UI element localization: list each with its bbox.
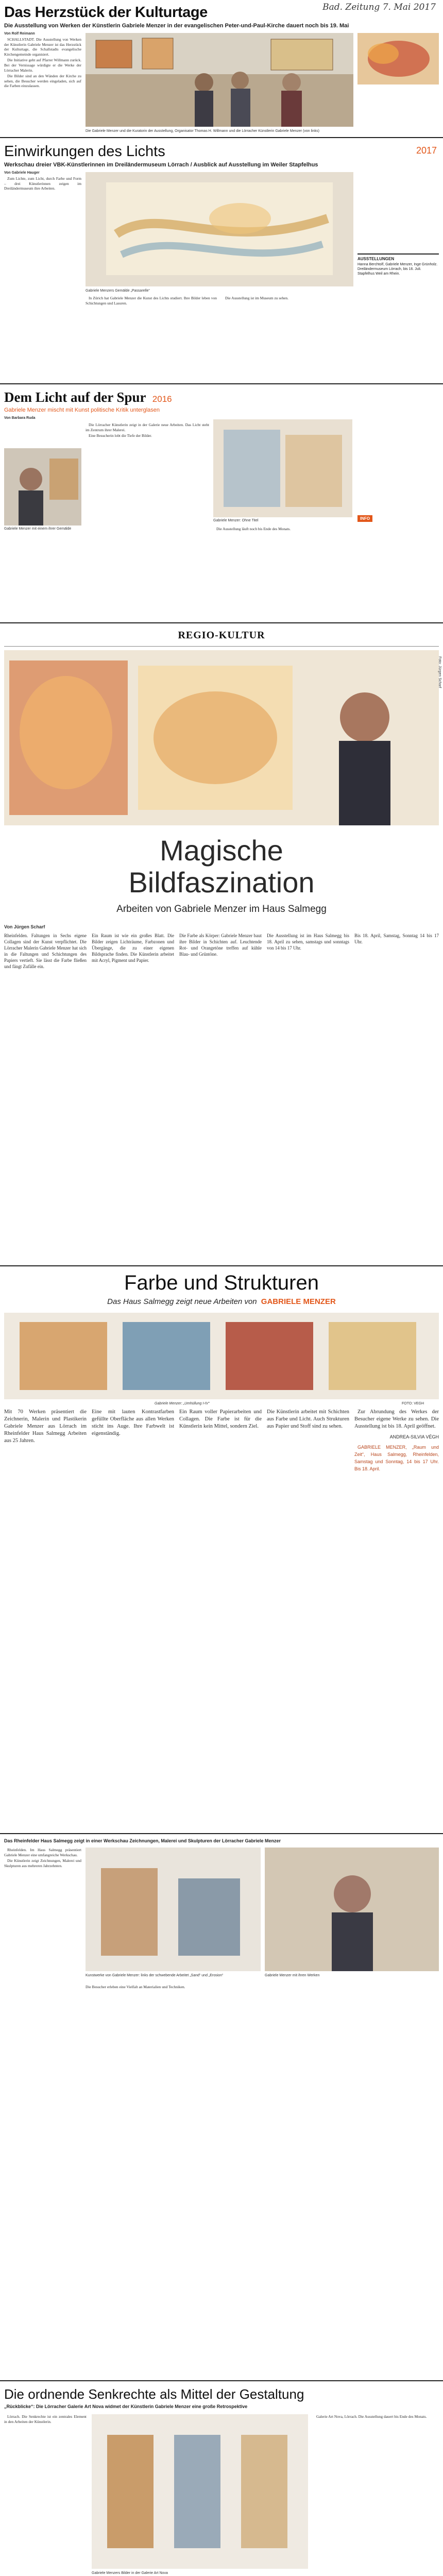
info-badge: INFO bbox=[357, 515, 372, 522]
article-text-column bbox=[313, 2414, 439, 2576]
paragraph: SCHALLSTADT. Die Ausstellung von Werken der Künstlerin Gabriele Menzer ist das Herzstück der Kulturtage, die Schallstadts evangelische Kirchengemeinde organisiert. bbox=[4, 37, 81, 57]
article-title bbox=[4, 389, 172, 405]
sculptures-photo bbox=[86, 1848, 261, 1971]
handwritten-date-note: Bad. Zeitung 7. Mai 2017 bbox=[322, 2, 436, 12]
paragraph: Zum Lichte, zum Licht, durch Farbe und Form – drei Künstlerinnen zeigen im Dreiländermuseum ihre Arbeiten. bbox=[4, 176, 81, 191]
article-author: ANDREA-SILVIA VÉGH bbox=[389, 1434, 439, 1439]
article-text-column bbox=[4, 37, 81, 135]
artworks-photo bbox=[86, 1848, 261, 1971]
exhibition-photo bbox=[86, 33, 353, 127]
article-text-column: Ein Raum ist wie ein großes Blatt. Die Bilder zeigen Lichträume, Farbzonen und Übergänge, die zu einer eigenen Bildsprache finden. Die Künstlerin arbeitet mit Acryl, Pigment und Papier. bbox=[92, 933, 174, 963]
paragraph: Die Initiative geht auf Pfarrer Willmann zurück. Bei der Vernissage würdigte er die Werke der Lörracher Malerin. bbox=[4, 58, 81, 73]
paragraph: Rheinfelden. Im Haus Salmegg präsentiert Gabriele Menzer eine umfangreiche Werkschau. bbox=[4, 1848, 81, 1857]
article-text-column bbox=[354, 1409, 439, 1831]
article-byline: Von Barbara Ruda bbox=[4, 416, 36, 420]
artist-with-paintings-photo bbox=[4, 650, 439, 825]
article-text-column bbox=[4, 2414, 87, 2576]
passarelle-painting bbox=[86, 172, 353, 286]
artist-portrait bbox=[265, 1848, 439, 1971]
article-subtitle bbox=[0, 1297, 443, 1306]
section-kicker: REGIO-KULTUR bbox=[178, 630, 265, 641]
photo-caption: Gabriele Menzer: „Umhüllung I-IV“ bbox=[155, 1402, 210, 1405]
exhibition-infobox bbox=[357, 253, 439, 276]
article-subtitle: „Rückblicke“: Die Lörracher Galerie Art Nova widmet der Künstlerin Gabriele Menzer eine große Retrospektive bbox=[4, 2404, 248, 2409]
article-byline: Von Jürgen Scharf bbox=[4, 924, 45, 929]
untitled-painting bbox=[213, 419, 352, 517]
article-werkschau bbox=[0, 1836, 443, 2382]
article-text-column: Eine mit lauten Kontrastfarben gefüllte Oberfläche aus allen Werken sticht ins Auge. Ihre Farbwelt ist eigenständig. bbox=[92, 1409, 174, 1436]
section-divider bbox=[0, 137, 443, 138]
article-einwirkungen bbox=[0, 140, 443, 385]
photo-caption: Gabriele Menzer: Ohne Titel bbox=[213, 519, 259, 522]
year-tag: 2016 bbox=[152, 394, 172, 404]
article-title-line-1: Magische bbox=[160, 834, 283, 867]
section-divider bbox=[0, 1833, 443, 1834]
article-magische-bildfaszination bbox=[0, 625, 443, 1267]
kicker-rule bbox=[4, 646, 439, 647]
exhibition-info: GABRIELE MENZER, „Raum und Zeit“, Haus Salmegg, Rheinfelden, Samstag und Sonntag, 14 bis 17 Uhr. Bis 18. April. bbox=[354, 1445, 439, 1471]
article-subtitle: Die Ausstellung von Werken der Künstlerin Gabriele Menzer in der evangelischen Peter-und-Paul-Kirche dauert noch bis 19. Mai bbox=[4, 23, 349, 29]
article-text-column bbox=[86, 296, 217, 378]
article-title: Farbe und Strukturen bbox=[124, 1272, 319, 1294]
exhibition-photo bbox=[4, 650, 439, 825]
article-subtitle: Gabriele Menzer mischt mit Kunst politische Kritik unterglasen bbox=[4, 407, 160, 413]
subtitle-name: GABRIELE MENZER bbox=[261, 1297, 336, 1306]
paragraph: Eine Besucherin lobt die Tiefe der Bilder. bbox=[89, 433, 152, 438]
article-strapline: Das Rheinfelder Haus Salmegg zeigt in einer Werkschau Zeichnungen, Malerei und Skulpturen der Lörracher Gabriele Menzer bbox=[4, 1838, 281, 1843]
paragraph: Galerie Art Nova, Lörrach. Die Ausstellung dauert bis Ende des Monats. bbox=[316, 2414, 427, 2419]
photo-caption: Gabriele Menzers Bilder in der Galerie Art Nova bbox=[92, 2571, 168, 2575]
photo-caption: Gabriele Menzer mit einem ihrer Gemälde bbox=[4, 527, 72, 531]
article-title-line-2: Bildfaszination bbox=[128, 866, 315, 899]
paragraph: Die Lörracher Künstlerin zeigt in der Galerie neue Arbeiten. Das Licht steht im Zentrum ihrer Malerei. bbox=[86, 422, 209, 432]
umhuellung-paintings bbox=[4, 1313, 439, 1399]
article-text-column: Mit 70 Werken präsentiert die Zeichnerin, Malerin und Plastikerin Gabriele Menzer aus Lörrach im Rheinfelder Haus Salmegg Arbeiten aus 25 Jahren. bbox=[4, 1409, 87, 1444]
article-text-column bbox=[86, 422, 209, 618]
paragraph: Die Ausstellung läuft noch bis Ende des Monats. bbox=[216, 527, 291, 531]
article-text-column: Bis 18. April, Samstag, Sonntag 14 bis 17 Uhr. bbox=[354, 933, 439, 944]
painting-photo bbox=[213, 419, 352, 517]
article-byline: Von Gabriele Hauger bbox=[4, 171, 40, 175]
article-title bbox=[4, 143, 165, 160]
photo-caption: Gabriele Menzers Gemälde „Passarelle“ bbox=[86, 289, 150, 293]
section-divider bbox=[0, 2380, 443, 2381]
paragraph: Lörrach. Die Senkrechte ist ein zentrales Element in den Arbeiten der Künstlerin. bbox=[4, 2414, 87, 2424]
gallery-paintings bbox=[92, 2414, 308, 2569]
paragraph: Die Ausstellung ist im Museum zu sehen. bbox=[225, 296, 288, 300]
photo-caption: Kunstwerke von Gabriele Menzer: links der schwebende Arbeitet „Sand“ und „Erosion“ bbox=[86, 1974, 224, 1977]
photo-caption: Die Gabriele Menzer und die Kuratorin der Ausstellung, Organisator Thomas H. Willmann und die Lörracher Künstlerin Gabriele Menzer (von links) bbox=[86, 129, 319, 133]
artist-photo bbox=[265, 1848, 439, 1971]
paragraph: Die Künstlerin zeigt Zeichnungen, Malerei und Skulpturen aus mehreren Jahrzehnten. bbox=[4, 1858, 81, 1868]
gallery-photo bbox=[92, 2414, 308, 2569]
year-tag: 2017 bbox=[416, 145, 437, 156]
article-title: Die ordnende Senkrechte als Mittel der Gestaltung bbox=[4, 2386, 304, 2402]
infobox-title: AUSSTELLUNGEN bbox=[357, 257, 395, 261]
title-text: Einwirkungen des Lichts bbox=[4, 143, 165, 160]
photo-caption: Gabriele Menzer mit ihren Werken bbox=[265, 1974, 320, 1977]
article-herzstueck bbox=[0, 0, 443, 139]
subtitle-prefix: Das Haus Salmegg zeigt neue Arbeiten von bbox=[107, 1297, 257, 1306]
article-ordnende-senkrechte bbox=[0, 2383, 443, 2576]
paragraph: Die Bilder sind an den Wänden der Kirche zu sehen, die Besucher werden eingeladen, sich auf die Farben einzulassen. bbox=[4, 74, 81, 89]
photo-credit: Foto: Jürgen Scharf bbox=[438, 656, 441, 688]
article-subtitle: Werkschau dreier VBK-Künstlerinnen im Dreiländermuseum Lörrach / Ausblick auf Ausstellung im Weiler Stapfelhus bbox=[4, 162, 318, 168]
article-subtitle: Arbeiten von Gabriele Menzer im Haus Salmegg bbox=[116, 904, 327, 914]
article-text-column bbox=[222, 296, 353, 378]
article-licht-spur bbox=[0, 386, 443, 624]
paragraph: In Zürich hat Gabriele Menzer die Kunst des Lichts studiert. Ihre Bilder leben von Schichtungen und Lasuren. bbox=[86, 296, 217, 306]
painting-photo bbox=[4, 1313, 439, 1399]
article-title: Das Herzstück der Kulturtage bbox=[4, 4, 208, 21]
section-divider bbox=[0, 622, 443, 623]
title-text: Dem Licht auf der Spur bbox=[4, 389, 146, 405]
artist-with-painting bbox=[4, 448, 81, 526]
article-text-column bbox=[213, 527, 352, 617]
article-text-column: Ein Raum voller Papierarbeiten und Collagen. Die Farbe ist für die Künstlerin kein Mittel, sondern Ziel. bbox=[179, 1409, 262, 1429]
article-text-column bbox=[4, 1848, 81, 2373]
paragraph: Zur Abrundung des Werkes der Besucher eigene Werke zu sehen. Die Ausstellung ist bis 18. April geöffnet. bbox=[354, 1409, 439, 1429]
painting-photo bbox=[86, 172, 353, 286]
article-text-column: Die Ausstellung ist im Haus Salmegg bis 18. April zu sehen, samstags und sonntags von 14 bis 17 Uhr. bbox=[267, 933, 349, 951]
article-text-column: Die Künstlerin arbeitet mit Schichten aus Farbe und Licht. Auch Strukturen aus Papier und Stoff sind zu sehen. bbox=[267, 1409, 349, 1429]
article-text-column: Die Besucher erleben eine Vielfalt an Materialien und Techniken. bbox=[86, 1985, 185, 1989]
article-farbe-strukturen bbox=[0, 1268, 443, 1835]
artist-photo bbox=[4, 448, 81, 526]
painting-image bbox=[357, 33, 439, 84]
painting-detail-photo bbox=[357, 33, 439, 84]
article-text-column: Die Farbe als Körper: Gabriele Menzer baut ihre Bilder in Schichten auf. Leuchtende Rot- und Orangetöne treffen auf kühle Blau- und Grüntöne. bbox=[179, 933, 262, 957]
section-divider bbox=[0, 383, 443, 384]
photo-credit: FOTO: VEGH bbox=[402, 1402, 424, 1405]
section-divider bbox=[0, 1265, 443, 1266]
article-text-column: Rheinfelden. Faltungen in Sechs eigene Collagen sind der Kunst verpflichtet. Die Lörracher Malerin Gabriele Menzer hat sich in die Faltungen und Schichtungen des Papiers vertieft. Sie lässt die Farbe fließen und fängt Zufälle ein. bbox=[4, 933, 87, 969]
infobox-text: Hanna Berchtolf, Gabriele Menzer, Inge Grünholz. Dreiländermuseum Lörrach, bis 16. Juli. Stapfelhus Weil am Rhein. bbox=[357, 263, 438, 276]
church-interior-photo bbox=[86, 33, 353, 127]
article-byline: Von Rolf Reimann bbox=[4, 32, 35, 36]
article-text-column bbox=[4, 176, 81, 377]
